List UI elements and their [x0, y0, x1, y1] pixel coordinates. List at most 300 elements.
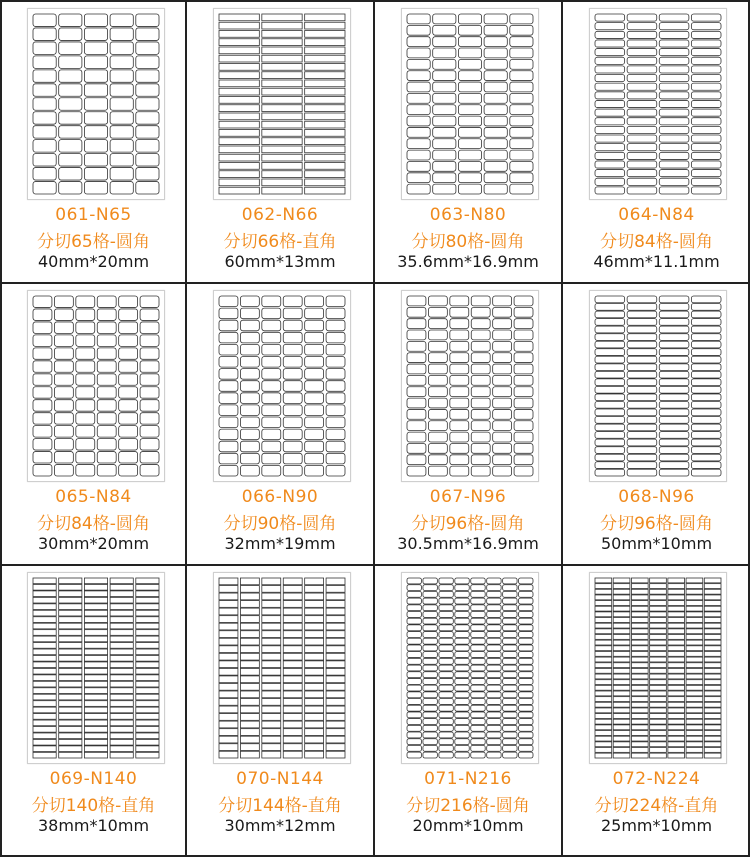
label-cell — [450, 341, 469, 351]
label-cell — [59, 154, 82, 166]
label-cell — [650, 601, 667, 606]
template-cell-067-n96[interactable] — [375, 284, 563, 566]
label-cell — [84, 707, 107, 713]
label-cell — [283, 429, 302, 440]
label-cell — [119, 426, 138, 437]
label-cell — [407, 591, 421, 597]
label-cell — [326, 683, 345, 690]
label-cell — [33, 714, 56, 720]
label-cell — [433, 184, 456, 194]
template-cell-064-n84[interactable] — [563, 2, 750, 284]
label-cell — [650, 725, 667, 730]
label-cell — [407, 719, 421, 725]
label-cell — [631, 578, 648, 583]
label-cell — [627, 424, 657, 431]
label-cell — [471, 598, 485, 604]
template-cell-063-n80[interactable] — [375, 2, 563, 284]
label-cell — [140, 361, 159, 372]
label-cell — [305, 405, 324, 416]
label-cell — [650, 646, 667, 651]
label-cell — [514, 466, 533, 476]
template-cell-068-n96[interactable] — [563, 284, 750, 566]
label-cell — [627, 40, 657, 47]
label-cell — [595, 83, 625, 90]
label-cell — [423, 665, 437, 671]
label-cell — [659, 40, 689, 47]
label-cell — [219, 586, 238, 593]
label-cell — [305, 453, 324, 464]
label-cell — [219, 729, 238, 736]
label-cell — [219, 163, 259, 170]
label-cell — [458, 37, 481, 47]
label-cell — [219, 653, 238, 660]
label-cell — [519, 705, 533, 711]
label-cell — [458, 93, 481, 103]
label-cell — [219, 138, 259, 145]
label-cell — [283, 736, 302, 743]
label-cell — [283, 465, 302, 476]
label-cell — [519, 732, 533, 738]
label-cell — [631, 618, 648, 623]
label-cell — [140, 374, 159, 385]
label-cell — [503, 665, 517, 671]
label-cell — [595, 144, 625, 151]
label-cell — [503, 611, 517, 617]
label-cell — [59, 662, 82, 668]
label-cell — [262, 179, 302, 186]
label-cell — [668, 725, 685, 730]
label-cell — [33, 361, 52, 372]
label-cell — [627, 118, 657, 125]
label-cell — [458, 25, 481, 35]
label-cell — [240, 714, 259, 721]
template-cell-071-n216[interactable] — [375, 566, 563, 857]
label-cell — [627, 152, 657, 159]
label-cell — [659, 126, 689, 133]
label-cell — [136, 688, 159, 694]
label-cell — [84, 681, 107, 687]
label-cell — [283, 676, 302, 683]
label-cell — [471, 719, 485, 725]
label-cell — [407, 712, 421, 718]
label-cell — [650, 708, 667, 713]
label-cell — [595, 618, 612, 623]
label-cell — [458, 127, 481, 137]
label-cell — [493, 307, 512, 317]
template-cell-061-n65[interactable] — [2, 2, 187, 284]
label-cell — [595, 349, 625, 356]
label-cell — [433, 161, 456, 171]
label-cell — [627, 439, 657, 446]
label-cell — [668, 685, 685, 690]
label-cell — [136, 28, 159, 40]
label-cell — [136, 617, 159, 623]
label-cell — [439, 712, 453, 718]
label-cell — [595, 657, 612, 662]
label-cell — [691, 118, 721, 125]
label-cell — [487, 685, 501, 691]
label-cell — [428, 432, 447, 442]
label-cell — [76, 322, 95, 333]
label-cell — [407, 409, 426, 419]
label-cell — [84, 662, 107, 668]
label-cell — [119, 452, 138, 463]
label-cell — [407, 699, 421, 705]
label-cell — [262, 22, 302, 29]
label-cell — [423, 752, 437, 758]
label-cell — [262, 453, 281, 464]
label-cell — [704, 612, 721, 617]
label-cell — [33, 733, 56, 739]
label-cell — [668, 748, 685, 753]
label-cell — [455, 712, 469, 718]
label-cell — [595, 341, 625, 348]
label-cell — [433, 48, 456, 58]
label-cell — [33, 662, 56, 668]
label-cell — [691, 424, 721, 431]
label-cell — [439, 591, 453, 597]
label-cell — [691, 40, 721, 47]
label-cell — [595, 646, 612, 651]
label-cell — [262, 465, 281, 476]
label-cell — [659, 469, 689, 476]
label-cell — [613, 725, 630, 730]
label-cell — [219, 130, 259, 137]
label-cell — [493, 398, 512, 408]
label-cell — [305, 441, 324, 452]
template-cell-062-n66[interactable] — [187, 2, 375, 284]
label-cell — [33, 465, 52, 476]
label-cell — [326, 405, 345, 416]
template-description: 分切80格-圆角 — [411, 232, 525, 252]
label-cell — [219, 14, 259, 21]
label-cell — [668, 680, 685, 685]
label-cell — [283, 357, 302, 368]
template-cell-066-n90[interactable] — [187, 284, 375, 566]
label-cell — [519, 585, 533, 591]
label-cell — [423, 585, 437, 591]
label-cell — [428, 364, 447, 374]
template-cell-070-n144[interactable] — [187, 566, 375, 857]
template-label-size: 60mm*13mm — [224, 252, 336, 271]
label-cell — [691, 161, 721, 168]
label-cell — [659, 135, 689, 142]
label-cell — [631, 685, 648, 690]
label-cell — [519, 745, 533, 751]
label-cell — [240, 729, 259, 736]
label-cell — [691, 187, 721, 194]
label-cell — [54, 452, 73, 463]
label-cell — [97, 413, 116, 424]
label-cell — [471, 319, 490, 329]
label-cell — [407, 605, 421, 611]
label-cell — [691, 100, 721, 107]
template-label-size: 20mm*10mm — [412, 816, 524, 835]
label-cell — [503, 739, 517, 745]
label-cell — [110, 701, 133, 707]
label-cell — [33, 387, 52, 398]
label-cell — [84, 623, 107, 629]
label-cell — [668, 691, 685, 696]
label-cell — [326, 691, 345, 698]
label-cell — [686, 691, 703, 696]
label-cell — [487, 625, 501, 631]
label-cell — [33, 584, 56, 590]
label-cell — [691, 57, 721, 64]
label-cell — [471, 652, 485, 658]
label-cell — [650, 663, 667, 668]
label-cell — [33, 668, 56, 674]
label-cell — [305, 121, 345, 128]
label-cell — [631, 668, 648, 673]
label-cell — [33, 348, 52, 359]
label-cell — [455, 678, 469, 684]
label-cell — [305, 593, 324, 600]
template-label-size: 30mm*12mm — [224, 816, 336, 835]
label-cell — [503, 699, 517, 705]
label-cell — [59, 584, 82, 590]
label-cell — [455, 685, 469, 691]
label-cell — [704, 601, 721, 606]
label-cell — [686, 595, 703, 600]
label-cell — [110, 707, 133, 713]
label-cell — [119, 335, 138, 346]
template-code: 072-N224 — [612, 769, 701, 789]
label-cell — [423, 605, 437, 611]
label-cell — [59, 727, 82, 733]
label-cell — [471, 732, 485, 738]
label-cell — [627, 432, 657, 439]
label-cell — [33, 335, 52, 346]
label-cell — [450, 398, 469, 408]
label-cell — [519, 752, 533, 758]
label-cell — [140, 348, 159, 359]
label-cell — [219, 88, 259, 95]
label-cell — [439, 692, 453, 698]
label-cell — [407, 678, 421, 684]
label-cell — [650, 618, 667, 623]
label-cell — [691, 356, 721, 363]
label-cell — [136, 56, 159, 68]
template-cell-069-n140[interactable] — [2, 566, 187, 857]
label-cell — [686, 668, 703, 673]
label-cell — [76, 400, 95, 411]
label-cell — [33, 727, 56, 733]
label-cell — [305, 344, 324, 355]
label-cell — [668, 612, 685, 617]
label-cell — [305, 357, 324, 368]
label-cell — [428, 330, 447, 340]
label-cell — [455, 645, 469, 651]
label-cell — [119, 387, 138, 398]
label-cell — [493, 341, 512, 351]
label-cell — [519, 699, 533, 705]
label-cell — [455, 719, 469, 725]
label-cell — [514, 307, 533, 317]
label-cell — [484, 48, 507, 58]
label-cell — [595, 187, 625, 194]
label-cell — [631, 753, 648, 758]
label-cell — [484, 116, 507, 126]
label-cell — [283, 593, 302, 600]
label-cell — [33, 694, 56, 700]
label-cell — [691, 152, 721, 159]
label-cell — [433, 173, 456, 183]
label-cell — [136, 643, 159, 649]
label-cell — [691, 126, 721, 133]
label-cell — [283, 616, 302, 623]
label-cell — [136, 694, 159, 700]
label-cell — [305, 14, 345, 21]
label-cell — [283, 578, 302, 585]
label-cell — [471, 353, 490, 363]
label-cell — [110, 688, 133, 694]
label-cell — [305, 699, 324, 706]
label-cell — [110, 623, 133, 629]
label-cell — [484, 105, 507, 115]
sheet-preview — [27, 8, 165, 200]
label-cell — [407, 48, 430, 58]
label-cell — [240, 308, 259, 319]
label-cell — [659, 170, 689, 177]
label-cell — [519, 719, 533, 725]
label-cell — [283, 393, 302, 404]
template-code: 070-N144 — [236, 769, 324, 789]
label-cell — [262, 344, 281, 355]
label-cell — [439, 752, 453, 758]
label-cell — [219, 608, 238, 615]
label-cell — [510, 14, 533, 24]
label-cell — [691, 386, 721, 393]
label-cell — [305, 130, 345, 137]
label-cell — [84, 643, 107, 649]
label-cell — [613, 629, 630, 634]
label-cell — [326, 393, 345, 404]
label-cell — [326, 699, 345, 706]
label-cell — [407, 638, 421, 644]
label-cell — [686, 623, 703, 628]
label-cell — [407, 665, 421, 671]
label-cell — [219, 187, 259, 194]
label-cell — [423, 578, 437, 584]
label-cell — [659, 454, 689, 461]
template-description: 分切140格-直角 — [31, 796, 156, 816]
label-cell — [503, 678, 517, 684]
label-cell — [691, 469, 721, 476]
label-cell — [97, 387, 116, 398]
label-cell — [519, 685, 533, 691]
label-cell — [487, 632, 501, 638]
sheet-preview — [27, 290, 165, 482]
label-cell — [33, 374, 52, 385]
label-cell — [33, 655, 56, 661]
label-cell — [84, 668, 107, 674]
label-cell — [33, 154, 56, 166]
label-cell — [33, 42, 56, 54]
label-cell — [59, 610, 82, 616]
label-cell — [423, 638, 437, 644]
label-cell — [219, 405, 238, 416]
label-cell — [503, 685, 517, 691]
label-cell — [262, 47, 302, 54]
label-cell — [487, 658, 501, 664]
label-cell — [219, 441, 238, 452]
label-cell — [136, 126, 159, 138]
label-cell — [439, 739, 453, 745]
label-cell — [650, 685, 667, 690]
label-cell — [631, 623, 648, 628]
label-cell — [219, 179, 259, 186]
label-layout-diagram — [214, 573, 350, 763]
label-cell — [455, 658, 469, 664]
label-cell — [76, 296, 95, 307]
label-cell — [631, 742, 648, 747]
label-cell — [262, 146, 302, 153]
template-description: 分切65格-圆角 — [37, 232, 150, 252]
label-cell — [595, 447, 625, 454]
label-cell — [407, 421, 426, 431]
label-cell — [240, 706, 259, 713]
label-cell — [97, 400, 116, 411]
label-cell — [650, 606, 667, 611]
template-cell-072-n224[interactable] — [563, 566, 750, 857]
template-cell-065-n84[interactable] — [2, 284, 187, 566]
label-cell — [84, 727, 107, 733]
label-cell — [471, 307, 490, 317]
label-cell — [627, 23, 657, 30]
label-cell — [240, 296, 259, 307]
label-cell — [110, 56, 133, 68]
label-cell — [668, 742, 685, 747]
label-cell — [240, 586, 259, 593]
label-cell — [283, 308, 302, 319]
label-cell — [407, 398, 426, 408]
label-cell — [471, 611, 485, 617]
label-cell — [110, 739, 133, 745]
label-cell — [455, 632, 469, 638]
label-cell — [595, 75, 625, 82]
label-cell — [33, 452, 52, 463]
label-cell — [76, 335, 95, 346]
label-cell — [110, 28, 133, 40]
label-cell — [428, 353, 447, 363]
label-cell — [84, 714, 107, 720]
label-cell — [305, 393, 324, 404]
label-cell — [136, 662, 159, 668]
label-cell — [407, 618, 421, 624]
label-cell — [659, 364, 689, 371]
label-cell — [262, 130, 302, 137]
label-cell — [407, 353, 426, 363]
label-cell — [627, 14, 657, 21]
label-cell — [668, 629, 685, 634]
label-cell — [428, 398, 447, 408]
label-cell — [668, 719, 685, 724]
label-cell — [326, 417, 345, 428]
label-cell — [668, 736, 685, 741]
label-cell — [433, 82, 456, 92]
label-cell — [659, 109, 689, 116]
label-cell — [595, 629, 612, 634]
label-cell — [119, 413, 138, 424]
sheet-preview — [213, 572, 351, 764]
label-cell — [487, 672, 501, 678]
label-cell — [613, 668, 630, 673]
label-cell — [510, 105, 533, 115]
label-cell — [33, 296, 52, 307]
label-cell — [493, 409, 512, 419]
label-cell — [305, 179, 345, 186]
